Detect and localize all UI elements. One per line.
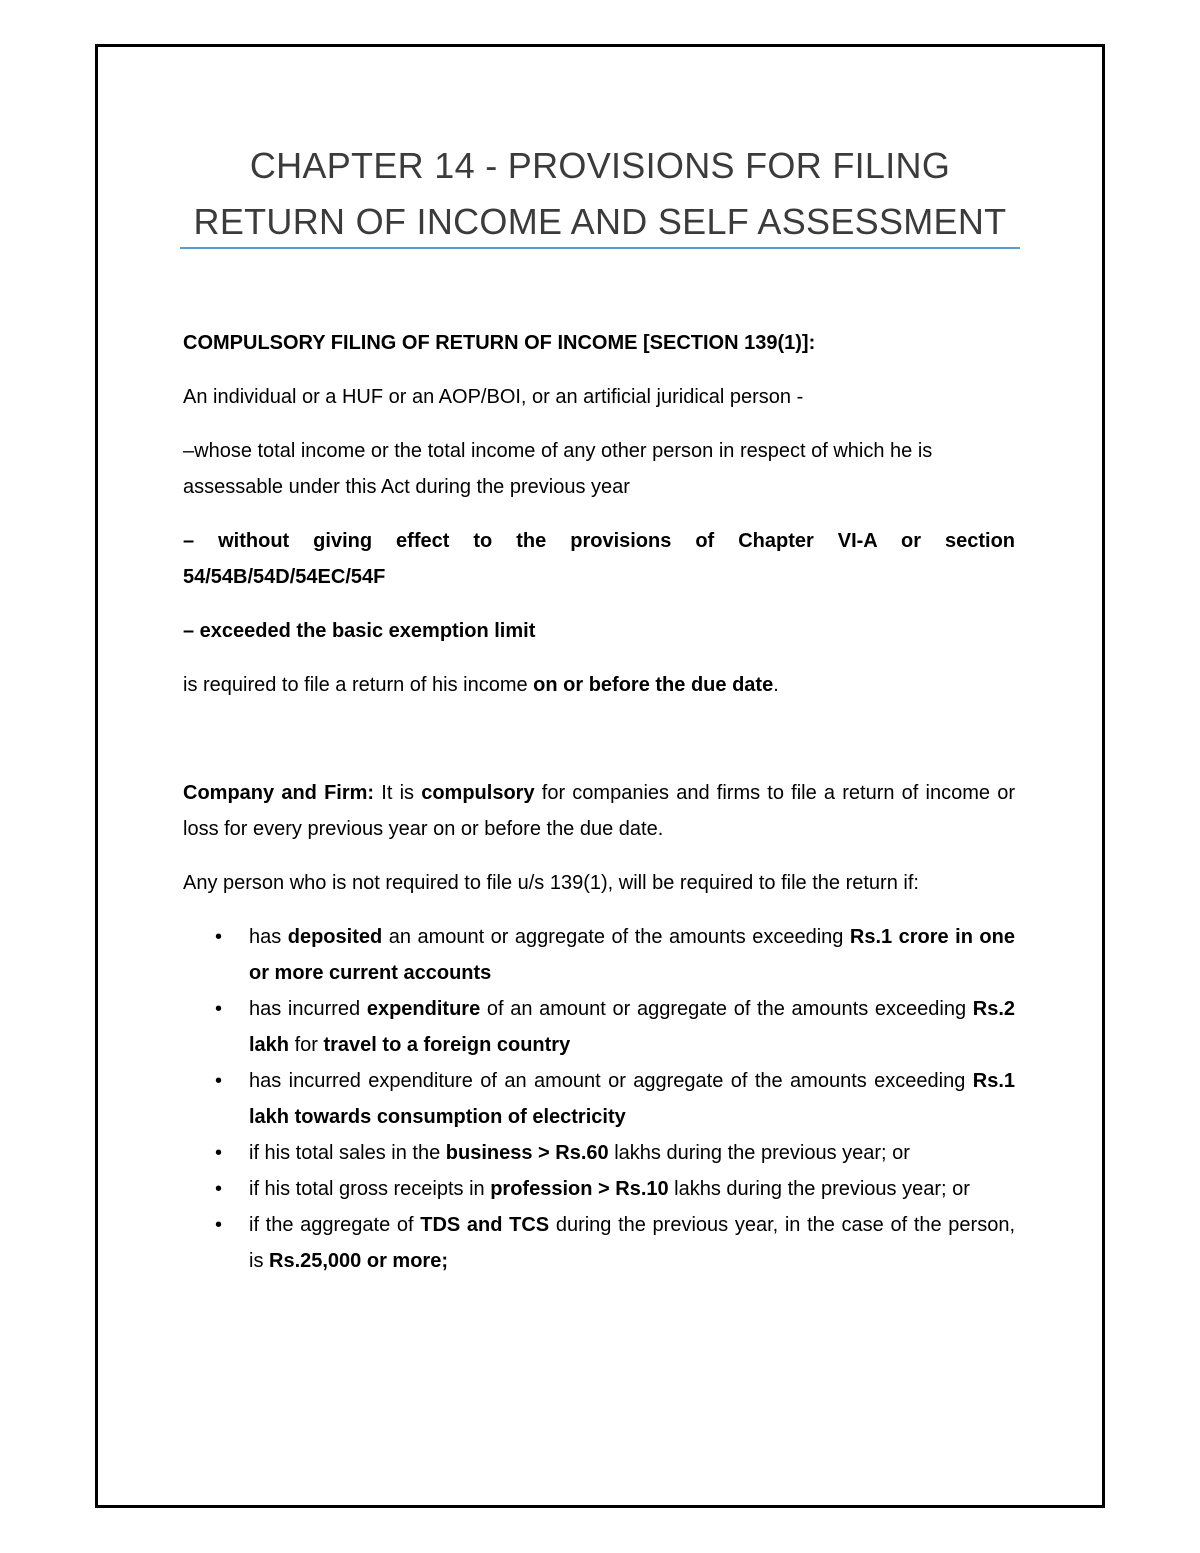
company-and-firm-paragraph: Company and Firm: It is compulsory for companies and firms to file a return of income or loss for every previous year on or before the due date. (183, 782, 1016, 840)
section-heading: COMPULSORY FILING OF RETURN OF INCOME [SECTION 139(1)]: (183, 332, 816, 354)
title-underline (180, 247, 1020, 249)
list-item: • if the aggregate of TDS and TCS during the previous year, in the case of the person, is Rs.25,000 or more; (183, 1207, 1015, 1279)
bullet-icon: • (215, 1070, 223, 1092)
list-item: • if his total sales in the business > Rs.60 lakhs during the previous year; or (183, 1135, 1015, 1171)
bullet-icon: • (215, 1214, 223, 1236)
list-item: • has incurred expenditure of an amount or aggregate of the amounts exceeding Rs.2 lakh for travel to a foreign country (183, 991, 1015, 1063)
list-item: • if his total gross receipts in profession > Rs.10 lakhs during the previous year; or (183, 1171, 1015, 1207)
condition-without-effect: – without giving effect to the provisions of Chapter VI-A or section 54/54B/54D/54EC/54F (183, 530, 1015, 588)
bullet-icon: • (215, 926, 223, 948)
conditions-list (183, 919, 1015, 1279)
spacer (183, 721, 1015, 775)
document-body (183, 325, 1015, 1279)
condition-total-income: –whose total income or the total income of any other person in respect of which he is assessable under this Act during the previous year (183, 440, 933, 498)
intro-paragraph: An individual or a HUF or an AOP/BOI, or an artificial juridical person - (183, 386, 804, 408)
condition-exceeded-limit: – exceeded the basic exemption limit (183, 620, 536, 642)
list-item: • has incurred expenditure of an amount or aggregate of the amounts exceeding Rs.1 lakh towards consumption of electricity (183, 1063, 1015, 1135)
bullet-icon: • (215, 1142, 223, 1164)
any-person-paragraph: Any person who is not required to file u/s 139(1), will be required to file the return if: (183, 872, 919, 894)
required-to-file: is required to file a return of his income on or before the due date. (183, 674, 779, 696)
chapter-title-line-1: CHAPTER 14 - PROVISIONS FOR FILING (249, 145, 951, 186)
bullet-icon: • (215, 1178, 223, 1200)
chapter-title (180, 138, 1020, 250)
bullet-icon: • (215, 998, 223, 1020)
chapter-title-line-2: RETURN OF INCOME AND SELF ASSESSMENT (193, 201, 1007, 242)
list-item: • has deposited an amount or aggregate of the amounts exceeding Rs.1 crore in one or more current accounts (183, 919, 1015, 991)
